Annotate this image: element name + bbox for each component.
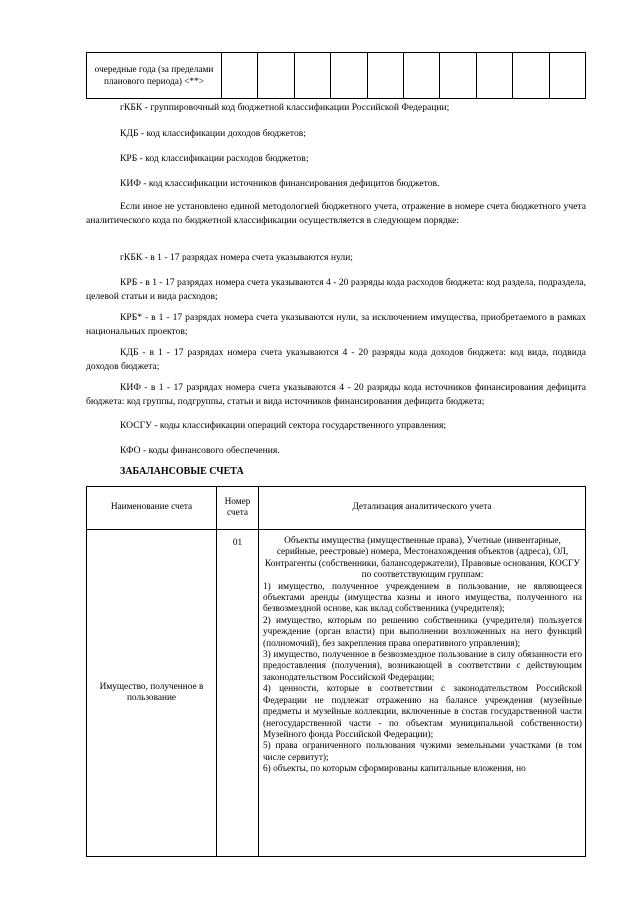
paragraph-kif-rule: КИФ - в 1 - 17 разрядах номера счета указываются 4 - 20 разряды кода источников финансирования дефицита бюджета: код группы, подгруппы, статьи и вида источников финансирования дефицита бюджета; <box>86 382 586 407</box>
paragraph-krb: КРБ - код классификации расходов бюджетов; <box>120 153 309 164</box>
header-analytics-detail: Детализация аналитического учета <box>259 487 586 530</box>
detail-item: 5) права ограниченного пользования чужими земельными участками (в том числе сервитут); <box>263 741 582 763</box>
paragraph-kif: КИФ - код классификации источников финансирования дефицитов бюджетов. <box>120 178 440 189</box>
section-heading: ЗАБАЛАНСОВЫЕ СЧЕТА <box>120 466 244 477</box>
account-number: 01 <box>217 530 259 857</box>
account-name: Имущество, полученное в пользование <box>87 530 217 857</box>
paragraph-gkbk-rule: гКБК - в 1 - 17 разрядах номера счета указываются нули; <box>120 252 353 263</box>
paragraph-kfo: КФО - коды финансового обеспечения. <box>120 445 280 456</box>
empty-cell <box>403 53 439 99</box>
paragraph-order-intro: Если иное не установлено единой методологией бюджетного учета, отражение в номере счета бюджетного учета аналитического кода по бюджетной классификации осуществляется в следующем порядке: <box>86 201 586 226</box>
detail-item: 2) имущество, которым по решению собственника (учредителя) пользуется учреждение (орган власти) при выполнении возложенных на него функций (полномочий), без закрепления права оперативного управления); <box>263 615 582 649</box>
empty-cell <box>367 53 403 99</box>
empty-cell <box>549 53 585 99</box>
empty-cell <box>440 53 476 99</box>
paragraph-kdb-rule: КДБ - в 1 - 17 разрядах номера счета указываются 4 - 20 разряды кода доходов бюджета: код вида, подвида доходов бюджета; <box>86 347 586 372</box>
detail-item: 1) имущество, полученное учреждением в пользование, не являющееся объектами аренды (имущества казны и иного имущества, полученного на безвозмездной основе, как вклад собственника (учредителя); <box>263 581 582 615</box>
paragraph-kosgu: КОСГУ - коды классификации операций сектора государственного управления; <box>120 420 447 431</box>
empty-cell <box>294 53 330 99</box>
offbalance-table <box>86 486 586 857</box>
paragraph-gkbk: гКБК - группировочный код бюджетной классификации Российской Федерации; <box>120 102 450 113</box>
header-account-number: Номер счета <box>217 487 259 530</box>
empty-cell <box>331 53 367 99</box>
detail-item: 6) объекты, по которым сформированы капитальные вложения, но <box>263 764 526 775</box>
top-table-fragment <box>86 52 586 99</box>
empty-cell <box>222 53 258 99</box>
table-header-row <box>87 487 586 530</box>
row-label: очередные года (за пределами планового периода) <**> <box>87 53 222 99</box>
table-row <box>87 53 586 99</box>
detail-item: 4) ценности, которые в соответствии с законодательством Российской Федерации не подлежат отражению на балансе учреждения (музейные предметы и музейные коллекции, включенные в состав государственной части (негосударственной части - по объектам муниципальной собственности) Музейного фонда Российской Федерации); <box>263 684 582 740</box>
detail-item: 3) имущество, полученное в безвозмездное пользование в силу обязанности его предоставления (получения), возникающей в соответствии с действующим законодательством Российской Федерации; <box>263 650 582 683</box>
empty-cell <box>513 53 549 99</box>
empty-cell <box>476 53 512 99</box>
table-row <box>87 530 586 857</box>
detail-heading: Объекты имущества (имущественные права), Учетные (инвентарные, серийные, реестровые) номера, Местонахождения объектов (адреса), ОЛ, Контрагенты (собственники, балансодержатели), Правовые основания, КОСГУ по соответствующим группам: <box>264 536 580 581</box>
analytics-detail <box>259 530 586 857</box>
paragraph-krb-rule: КРБ - в 1 - 17 разрядах номера счета указываются 4 - 20 разряды кода расходов бюджета: код раздела, подраздела, целевой статьи и вида расходов; <box>86 277 586 302</box>
paragraph-kdb: КДБ - код классификации доходов бюджетов; <box>120 128 306 139</box>
paragraph-krb-star-rule: КРБ* - в 1 - 17 разрядах номера счета указываются нули, за исключением имущества, приобретаемого в рамках национальных проектов; <box>86 312 586 337</box>
empty-cell <box>258 53 294 99</box>
header-account-name: Наименование счета <box>87 487 217 530</box>
